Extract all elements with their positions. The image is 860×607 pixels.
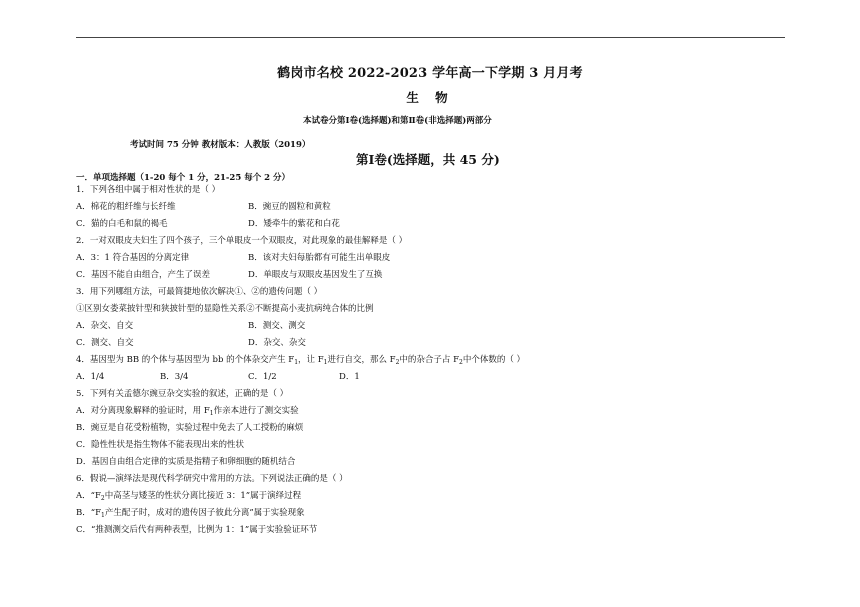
question-4-stem: 4．基因型为 BB 的个体与基因型为 bb 的个体杂交产生 $F_1$，让 $F_1$进行自交，那么 $F_2$中的杂合子占 $F_2$中个体数的（ ） — [76, 355, 526, 366]
exam-time-note: 考试时间 75 分钟 教材版本：人教版（2019） — [130, 140, 311, 150]
question-3-option-a: A．杂交、自交 — [76, 321, 134, 331]
part1-title: 第Ⅰ卷(选择题，共 45 分) — [356, 152, 500, 167]
question-6-option-c: C．“推测测交后代有两种表型，比例为 1：1”属于实验验证环节 — [76, 525, 318, 535]
question-4-option-a: A．1/4 — [76, 372, 105, 382]
question-1-option-c: C．猫的白毛和鼠的褐毛 — [76, 219, 168, 229]
question-1-option-a: A．棉花的粗纤维与长纤维 — [76, 202, 176, 212]
top-rule — [76, 37, 785, 38]
question-3-option-b: B．测交、测交 — [248, 321, 306, 331]
question-6-option-a: A．“$F_2$中高茎与矮茎的性状分离比接近 3：1”属于演绎过程 — [76, 491, 302, 502]
question-3-subtext: ①区别女娄菜披针型和狭披针型的显隐性关系②不断提高小麦抗病纯合体的比例 — [76, 304, 374, 314]
question-4-option-c: C．1/2 — [248, 372, 277, 382]
question-2-option-c: C．基因不能自由组合，产生了误差 — [76, 270, 211, 280]
question-2-option-b: B．该对夫妇每胎都有可能生出单眼皮 — [248, 253, 391, 263]
question-5-stem: 5．下列有关孟德尔豌豆杂交实验的叙述，正确的是（ ） — [76, 389, 289, 399]
question-5-option-d: D．基因自由组合定律的实质是指精子和卵细胞的随机结合 — [76, 457, 296, 467]
question-2-stem: 2．一对双眼皮夫妇生了四个孩子，三个单眼皮一个双眼皮，对此现象的最佳解释是（ ） — [76, 236, 408, 246]
question-2-option-a: A．3：1 符合基因的分离定律 — [76, 253, 190, 263]
section-title: 一．单项选择题（1-20 每个 1 分，21-25 每个 2 分） — [76, 173, 291, 183]
question-3-option-d: D．杂交、杂交 — [248, 338, 306, 348]
question-6-option-b: B．“$F_1$产生配子时，成对的遗传因子彼此分离”属于实验现象 — [76, 508, 305, 519]
question-3-option-c: C．测交、自交 — [76, 338, 134, 348]
question-4-option-b: B．3/4 — [160, 372, 189, 382]
question-1-stem: 1．下列各组中属于相对性状的是（ ） — [76, 185, 221, 195]
question-6-stem: 6．假说—演绎法是现代科学研究中常用的方法。下列说法正确的是（ ） — [76, 474, 348, 484]
exam-parts-note: 本试卷分第Ⅰ卷(选择题)和第Ⅱ卷(非选择题)两部分 — [303, 116, 492, 126]
question-5-option-c: C．隐性性状是指生物体不能表现出来的性状 — [76, 440, 245, 450]
question-5-option-a: A．对分离现象解释的验证时，用 $F_1$作亲本进行了测交实验 — [76, 406, 299, 417]
question-3-stem: 3．用下列哪组方法，可最简捷地依次解决①、②的遗传问题（ ） — [76, 287, 323, 297]
question-4-option-d: D．1 — [339, 372, 360, 382]
question-5-option-b: B．豌豆是自花受粉植物，实验过程中免去了人工授粉的麻烦 — [76, 423, 304, 433]
question-2-option-d: D．单眼皮与双眼皮基因发生了互换 — [248, 270, 383, 280]
subject-title: 生 物 — [406, 90, 454, 105]
exam-title: 鹤岗市名校 2022-2023 学年高一下学期 3 月月考 — [277, 66, 583, 81]
question-1-option-d: D．矮牵牛的紫花和白花 — [248, 219, 340, 229]
question-1-option-b: B．豌豆的圆粒和黄粒 — [248, 202, 331, 212]
